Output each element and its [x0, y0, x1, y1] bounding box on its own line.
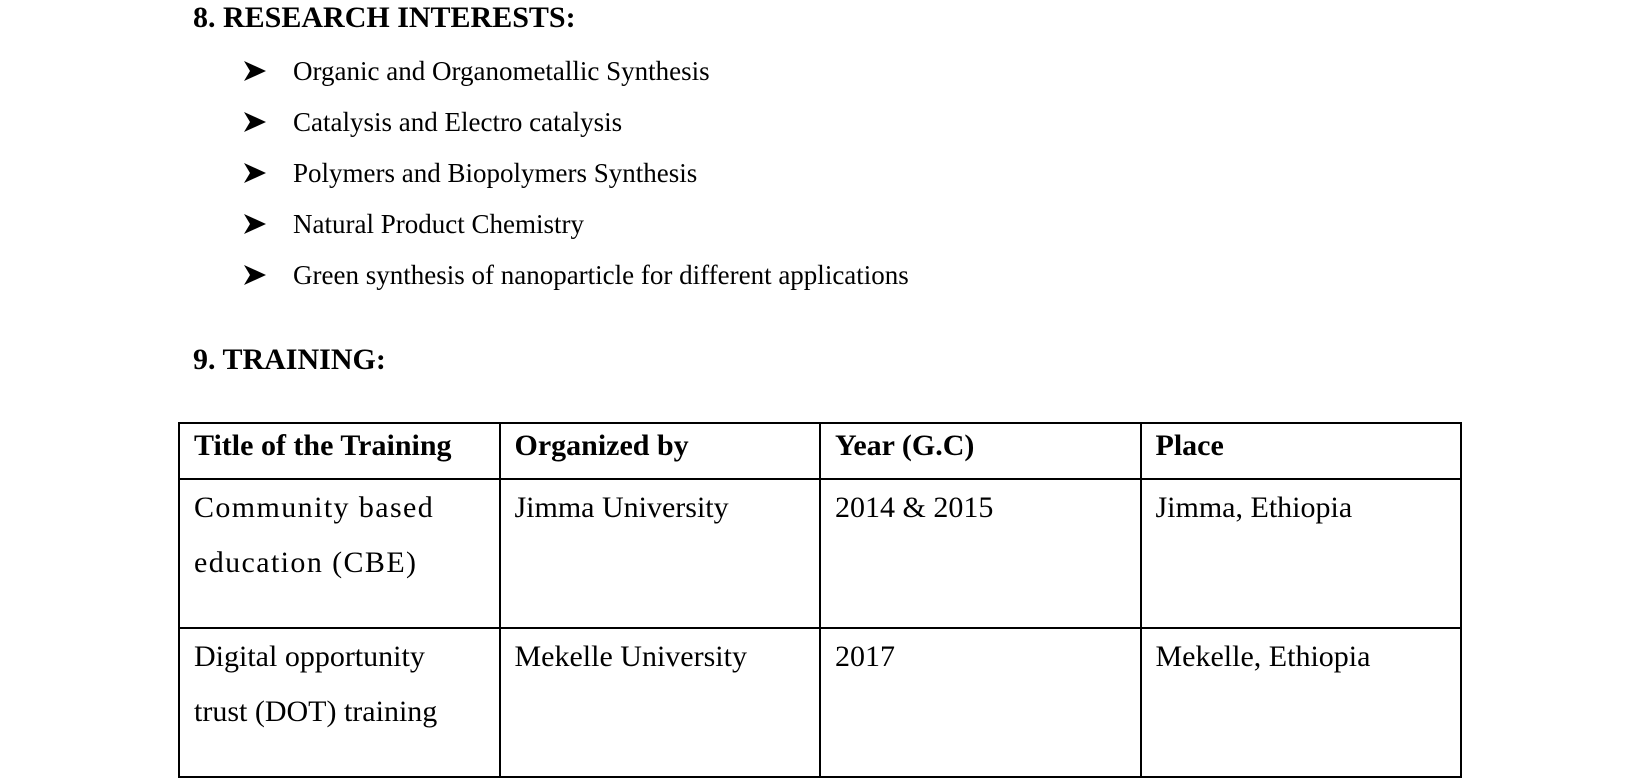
year-cell: 2017 [820, 628, 1141, 777]
list-item [243, 260, 1143, 290]
training-title-cell [179, 628, 500, 777]
list-item [243, 107, 1143, 137]
interest-text: Organic and Organometallic Synthesis [293, 55, 710, 86]
list-item [243, 158, 1143, 188]
arrowhead-bullet-icon [243, 111, 267, 133]
year-cell: 2014 & 2015 [820, 479, 1141, 628]
place-cell: Jimma, Ethiopia [1141, 479, 1462, 628]
arrowhead-bullet-icon [243, 213, 267, 235]
table-row [179, 628, 1461, 777]
training-title-line: trust (DOT) training [194, 695, 438, 728]
column-header-year: Year (G.C) [820, 423, 1141, 479]
arrowhead-bullet-icon [243, 264, 267, 286]
organizer-cell: Mekelle University [500, 628, 821, 777]
column-header-place: Place [1141, 423, 1462, 479]
column-header-organizer: Organized by [500, 423, 821, 479]
organizer-cell: Jimma University [500, 479, 821, 628]
table-header-row [179, 423, 1461, 479]
list-item [243, 56, 1143, 86]
training-title-line: Community based [194, 491, 435, 524]
column-header-title: Title of the Training [179, 423, 500, 479]
interest-text: Catalysis and Electro catalysis [293, 106, 623, 137]
training-table [178, 422, 1462, 778]
interest-text: Polymers and Biopolymers Synthesis [293, 157, 698, 188]
research-interests-heading: 8. RESEARCH INTERESTS: [193, 1, 576, 34]
training-title-line: education (CBE) [194, 546, 418, 579]
place-cell: Mekelle, Ethiopia [1141, 628, 1462, 777]
interest-text: Green synthesis of nanoparticle for different applications [293, 259, 909, 290]
training-title-line: Digital opportunity [194, 640, 425, 673]
list-item [243, 209, 1143, 239]
table-row [179, 479, 1461, 628]
arrowhead-bullet-icon [243, 162, 267, 184]
arrowhead-bullet-icon [243, 60, 267, 82]
training-heading: 9. TRAINING: [193, 343, 386, 376]
training-title-cell [179, 479, 500, 628]
interest-text: Natural Product Chemistry [293, 208, 584, 239]
